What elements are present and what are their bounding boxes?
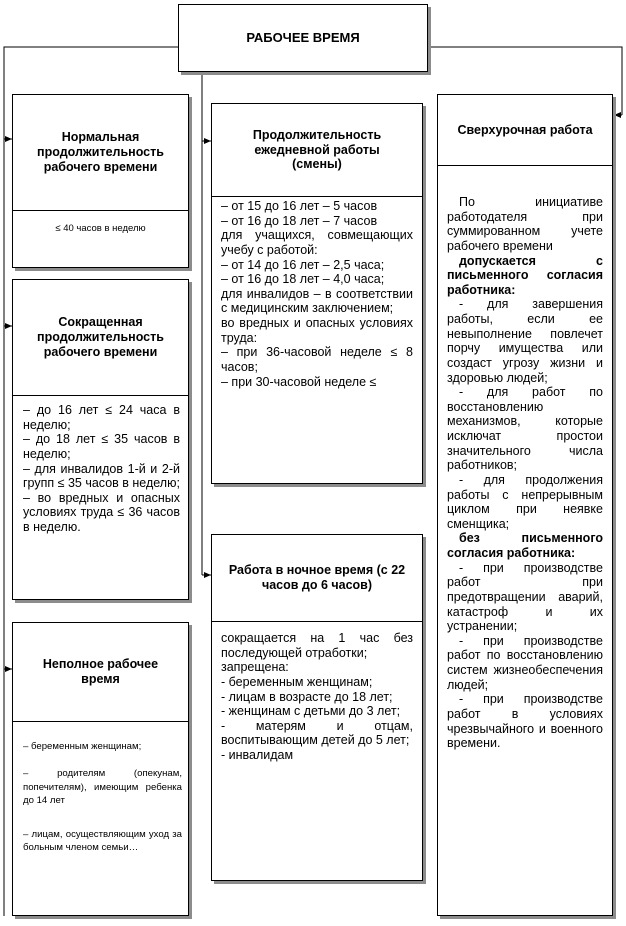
main-title-box [178, 4, 428, 72]
list-item: – от 14 до 16 лет – 2,5 часа; [221, 257, 385, 272]
list-item: - для продолжения работы с непрерывным циклом при неявке сменщика; [447, 472, 603, 531]
list-item: - при производстве работ в условиях чрезвычайного и военного времени. [447, 692, 603, 751]
list-item: – для инвалидов 1-й и 2-й групп ≤ 35 часов в неделю; [23, 461, 180, 491]
list-item: – от 16 до 18 лет – 4,0 часа; [221, 272, 385, 287]
list-item: – беременным женщинам; [23, 741, 142, 752]
list-item: – лицам, осуществляющим уход за больным членом семьи… [23, 828, 182, 854]
list-item: – от 15 до 16 лет – 5 часов [221, 199, 378, 213]
overtime-without-consent-heading: без письменного согласия работника: [447, 531, 603, 560]
reduced-hours-block [12, 279, 189, 600]
overtime-body [438, 166, 612, 751]
list-item: – родителям (опекунам, попечителям), имеющим ребенка до 14 лет [23, 768, 182, 807]
list-item: – при 30-часовой неделе ≤ [221, 374, 377, 389]
part-time-block [12, 622, 189, 916]
daily-duration-block [211, 103, 423, 484]
list-item: для учащихся, совмещающих учебу с работой: [221, 228, 413, 257]
list-item: запрещена: [221, 660, 289, 675]
main-title: РАБОЧЕЕ ВРЕМЯ [246, 30, 360, 46]
list-item: - для работ по восстановлению механизмов, которые исключат простои значительного числа работников; [447, 385, 603, 473]
list-item: - беременным женщинам; [221, 674, 373, 689]
list-item: - лицам в возрасте до 18 лет; [221, 689, 393, 704]
night-work-title: Работа в ночное время (с 22 часов до 6 часов) [212, 535, 422, 622]
list-item: - при производстве работ по восстановлению систем жизнеобеспечения людей; [447, 633, 603, 692]
daily-duration-title: Продолжительность ежедневной работы (смены) [212, 104, 422, 197]
list-item: - при производстве работ при предотвращении аварий, катастроф и их устранении; [447, 560, 603, 634]
list-item: - матерям и отцам, воспитывающим детей до 5 лет; [221, 718, 413, 748]
normal-hours-title: Нормальная продолжительность рабочего времени [13, 95, 188, 211]
reduced-hours-body [13, 396, 188, 535]
night-work-body [212, 622, 422, 763]
part-time-body [13, 722, 188, 855]
daily-duration-body [212, 197, 422, 475]
list-item: для инвалидов – в соответствии с медицинским заключением; [221, 286, 413, 316]
list-item: – до 18 лет ≤ 35 часов в неделю; [23, 432, 180, 461]
overtime-with-consent-heading: допускается с письменного согласия работника: [447, 253, 603, 297]
part-time-title: Неполное рабочее время [13, 623, 188, 722]
normal-hours-body: ≤ 40 часов в неделю [55, 223, 146, 234]
overtime-block [437, 94, 613, 916]
list-item: - инвалидам [221, 748, 294, 762]
list-item: По инициативе работодателя при суммированном учете рабочего времени [447, 195, 603, 253]
list-item: во вредных и опасных условиях труда: [221, 316, 413, 345]
list-item: – при 36-часовой неделе ≤ 8 часов; [221, 345, 413, 374]
overtime-title: Сверхурочная работа [438, 95, 612, 166]
night-work-block [211, 534, 423, 881]
reduced-hours-title: Сокращенная продолжительность рабочего времени [13, 280, 188, 396]
list-item: – во вредных и опасных условиях труда ≤ 36 часов в неделю. [23, 490, 180, 534]
list-item: - женщинам с детьми до 3 лет; [221, 704, 401, 719]
normal-hours-block [12, 94, 189, 268]
list-item: - для завершения работы, если ее невыполнение повлечет порчу имущества или создаст угрозу жизни и здоровью людей; [447, 297, 603, 385]
list-item: – от 16 до 18 лет – 7 часов [221, 213, 378, 228]
list-item: – до 16 лет ≤ 24 часа в неделю; [23, 403, 180, 432]
list-item: сокращается на 1 час без последующей отработки; [221, 631, 413, 660]
